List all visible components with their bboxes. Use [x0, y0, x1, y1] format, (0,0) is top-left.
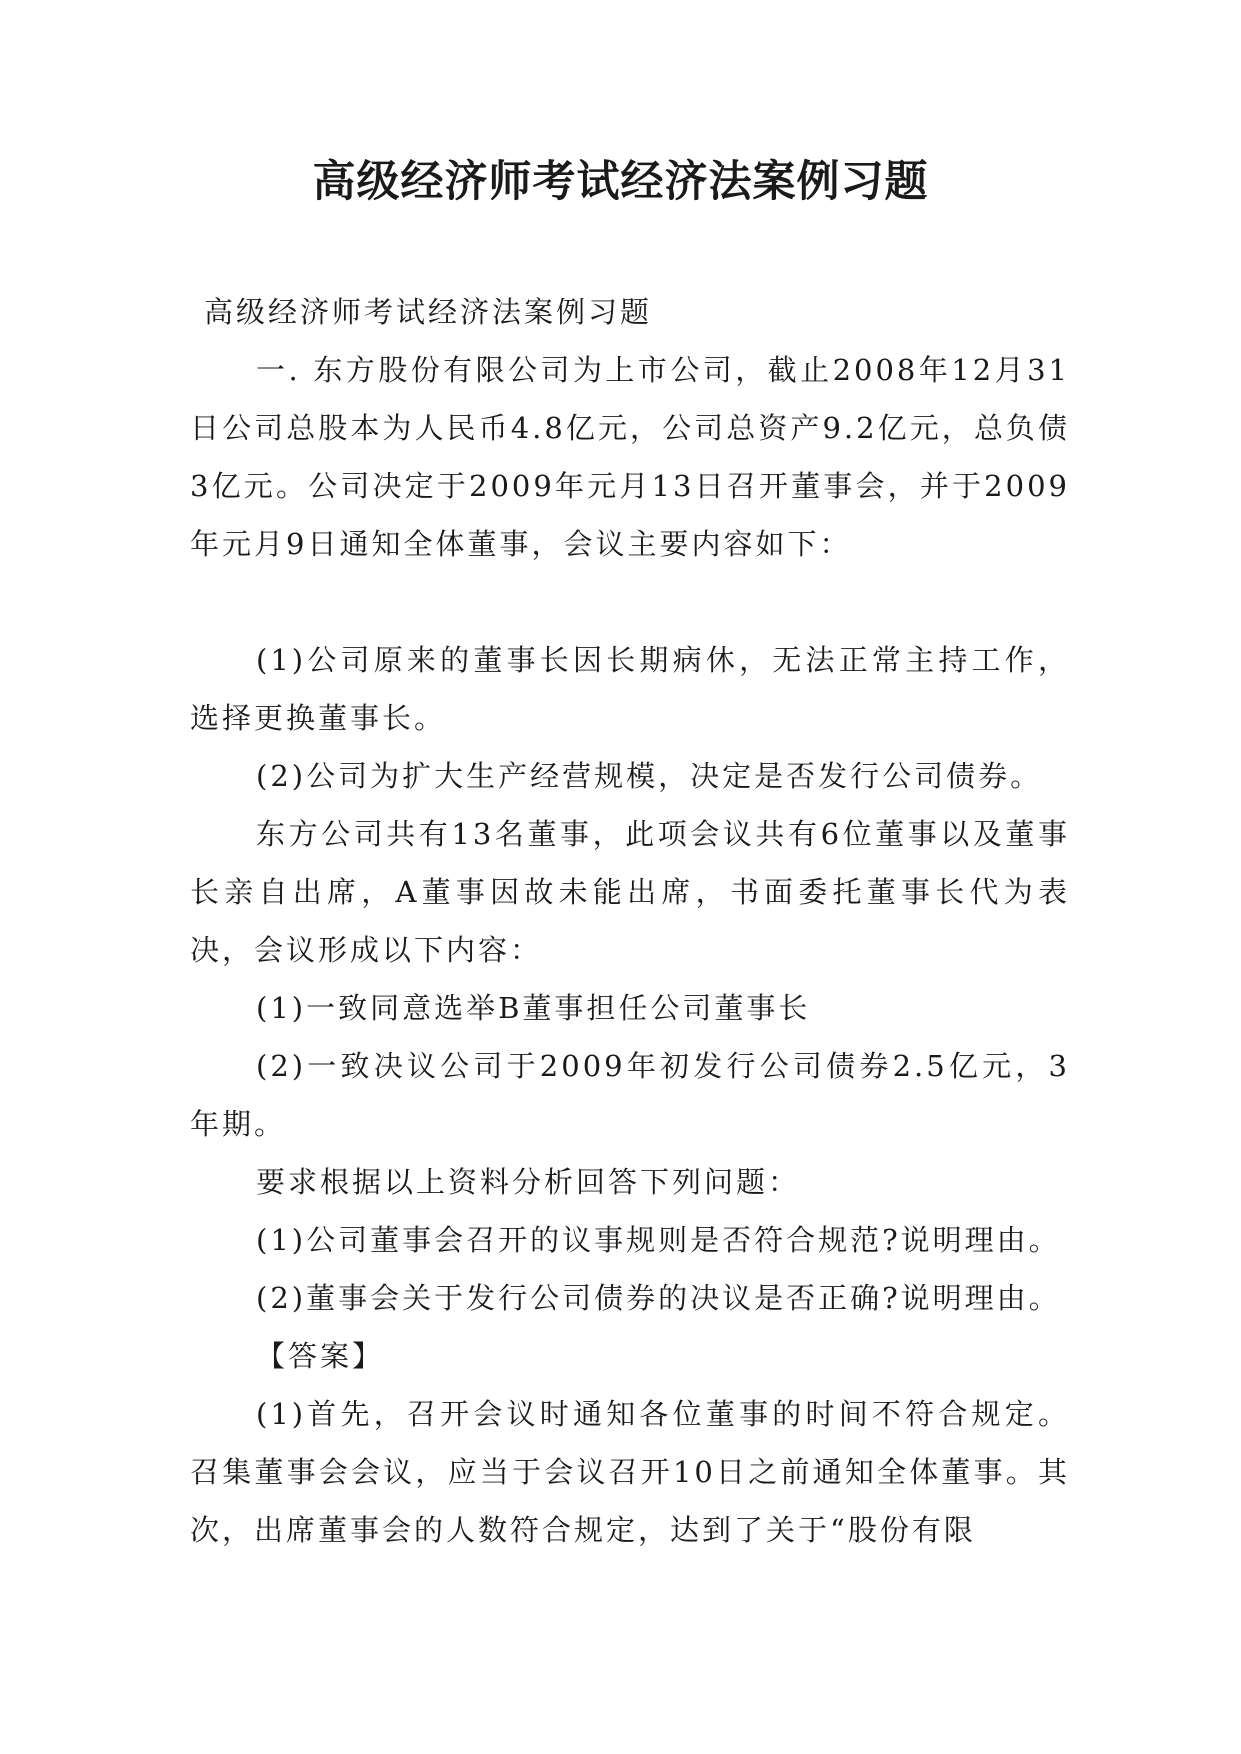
paragraph-question-1: (1)公司董事会召开的议事规则是否符合规范?说明理由。	[256, 1223, 1061, 1257]
document-body	[190, 283, 1070, 1559]
paragraph-case-intro: 一. 东方股份有限公司为上市公司，截止2008年12月31日公司总股本为人民币4.8亿元，公司总资产9.2亿元，总负债3亿元。公司决定于2009年元月13日召开董事会，并于2009年元月9日通知全体董事，会议主要内容如下：	[190, 353, 1070, 561]
paragraph-question-2: (2)董事会关于发行公司债券的决议是否正确?说明理由。	[256, 1281, 1061, 1315]
paragraph-answer-1: (1)首先，召开会议时通知各位董事的时间不符合规定。召集董事会会议，应当于会议召开10日之前通知全体董事。其次，出席董事会的人数符合规定，达到了关于“股份有限	[190, 1397, 1070, 1547]
paragraph-spacer	[190, 573, 1070, 631]
paragraph-item-1: (1)公司原来的董事长因长期病休，无法正常主持工作，选择更换董事长。	[190, 643, 1070, 735]
document-title: 高级经济师考试经济法案例习题	[312, 157, 929, 207]
document-subtitle: 高级经济师考试经济法案例习题	[204, 295, 653, 329]
paragraph-item-2: (2)公司为扩大生产经营规模，决定是否发行公司债券。	[256, 759, 1043, 793]
paragraph-meeting: 东方公司共有13名董事，此项会议共有6位董事以及董事长亲自出席，A董事因故未能出席，书面委托董事长代为表决，会议形成以下内容：	[190, 817, 1070, 967]
paragraph-resolution-2: (2)一致决议公司于2009年初发行公司债券2.5亿元，3年期。	[190, 1049, 1070, 1141]
answer-heading: 【答案】	[256, 1339, 385, 1373]
paragraph-resolution-1: (1)一致同意选举B董事担任公司董事长	[256, 991, 811, 1025]
paragraph-question-intro: 要求根据以上资料分析回答下列问题：	[256, 1165, 801, 1199]
